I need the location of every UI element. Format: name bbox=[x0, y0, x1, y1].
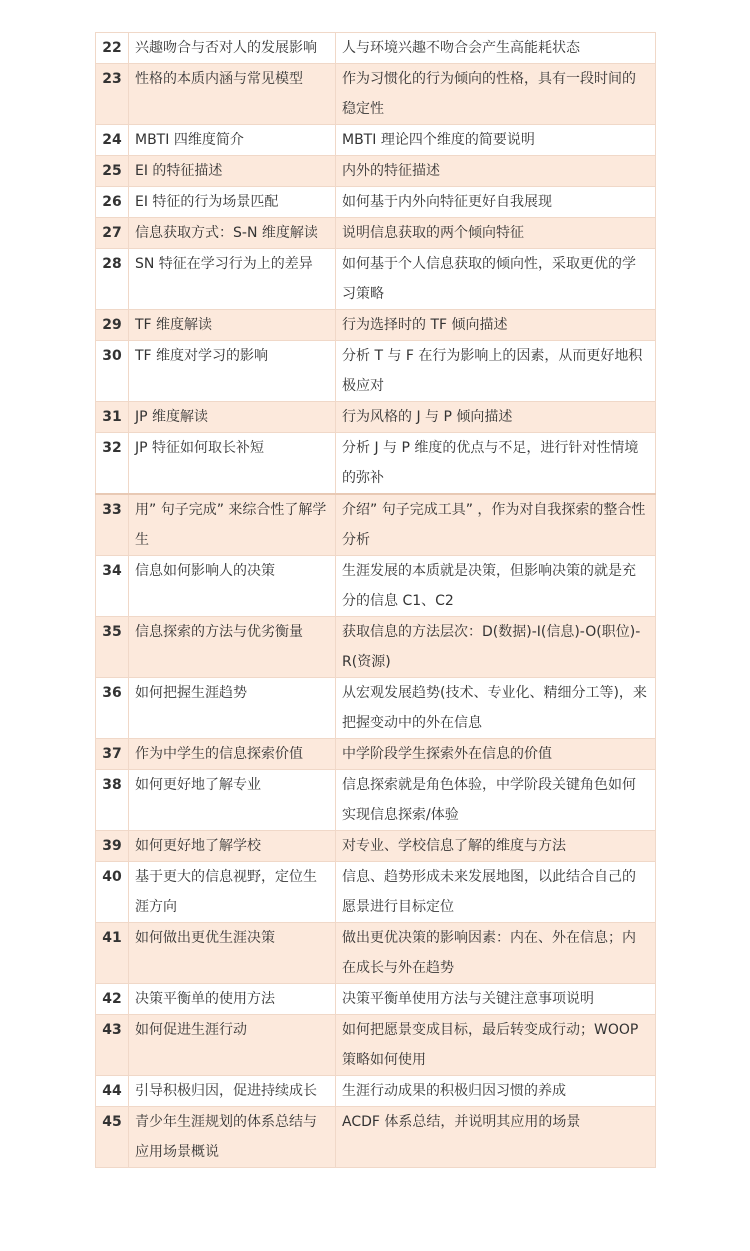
table-row bbox=[96, 862, 656, 923]
row-topic: 性格的本质内涵与常见模型 bbox=[129, 64, 336, 125]
table-row bbox=[96, 831, 656, 862]
row-topic: EI 特征的行为场景匹配 bbox=[129, 187, 336, 218]
row-topic: SN 特征在学习行为上的差异 bbox=[129, 249, 336, 310]
row-description: 内外的特征描述 bbox=[336, 156, 656, 187]
table-row bbox=[96, 1076, 656, 1107]
row-description: 信息、趋势形成未来发展地图，以此结合自己的愿景进行目标定位 bbox=[336, 862, 656, 923]
row-description: 行为选择时的 TF 倾向描述 bbox=[336, 310, 656, 341]
table-row bbox=[96, 1107, 656, 1168]
row-number: 28 bbox=[96, 249, 129, 310]
table-row bbox=[96, 739, 656, 770]
table-row bbox=[96, 770, 656, 831]
row-number: 30 bbox=[96, 341, 129, 402]
row-topic: TF 维度对学习的影响 bbox=[129, 341, 336, 402]
row-description: 如何把愿景变成目标，最后转变成行动；WOOP 策略如何使用 bbox=[336, 1015, 656, 1076]
row-number: 40 bbox=[96, 862, 129, 923]
row-number: 25 bbox=[96, 156, 129, 187]
table-row bbox=[96, 433, 656, 495]
row-topic: 引导积极归因，促进持续成长 bbox=[129, 1076, 336, 1107]
course-table bbox=[95, 32, 656, 1168]
row-number: 22 bbox=[96, 33, 129, 64]
row-topic: 决策平衡单的使用方法 bbox=[129, 984, 336, 1015]
table-row bbox=[96, 125, 656, 156]
row-topic: 青少年生涯规划的体系总结与应用场景概说 bbox=[129, 1107, 336, 1168]
table-row bbox=[96, 249, 656, 310]
table-row bbox=[96, 33, 656, 64]
row-topic: 信息获取方式：S-N 维度解读 bbox=[129, 218, 336, 249]
row-number: 31 bbox=[96, 402, 129, 433]
row-description: 说明信息获取的两个倾向特征 bbox=[336, 218, 656, 249]
row-description: ACDF 体系总结，并说明其应用的场景 bbox=[336, 1107, 656, 1168]
row-topic: 如何更好地了解专业 bbox=[129, 770, 336, 831]
row-description: 人与环境兴趣不吻合会产生高能耗状态 bbox=[336, 33, 656, 64]
row-description: 分析 T 与 F 在行为影响上的因素，从而更好地积极应对 bbox=[336, 341, 656, 402]
row-number: 32 bbox=[96, 433, 129, 495]
row-number: 23 bbox=[96, 64, 129, 125]
row-topic: JP 特征如何取长补短 bbox=[129, 433, 336, 495]
row-number: 35 bbox=[96, 617, 129, 678]
row-number: 42 bbox=[96, 984, 129, 1015]
row-description: 获取信息的方法层次：D(数据)-I(信息)-O(职位)-R(资源) bbox=[336, 617, 656, 678]
table-row bbox=[96, 1015, 656, 1076]
row-topic: 如何把握生涯趋势 bbox=[129, 678, 336, 739]
row-number: 45 bbox=[96, 1107, 129, 1168]
table-row bbox=[96, 187, 656, 218]
table-row bbox=[96, 678, 656, 739]
row-topic: TF 维度解读 bbox=[129, 310, 336, 341]
row-topic: 作为中学生的信息探索价值 bbox=[129, 739, 336, 770]
row-number: 26 bbox=[96, 187, 129, 218]
row-description: 行为风格的 J 与 P 倾向描述 bbox=[336, 402, 656, 433]
row-number: 41 bbox=[96, 923, 129, 984]
table-row bbox=[96, 156, 656, 187]
row-description: MBTI 理论四个维度的简要说明 bbox=[336, 125, 656, 156]
row-description: 信息探索就是角色体验，中学阶段关键角色如何实现信息探索/体验 bbox=[336, 770, 656, 831]
table-row bbox=[96, 494, 656, 556]
row-description: 生涯行动成果的积极归因习惯的养成 bbox=[336, 1076, 656, 1107]
table-row bbox=[96, 341, 656, 402]
row-description: 生涯发展的本质就是决策，但影响决策的就是充分的信息 C1、C2 bbox=[336, 556, 656, 617]
table-row bbox=[96, 617, 656, 678]
table-row bbox=[96, 310, 656, 341]
table-row bbox=[96, 64, 656, 125]
row-topic: 如何做出更优生涯决策 bbox=[129, 923, 336, 984]
table-row bbox=[96, 984, 656, 1015]
course-table-container bbox=[95, 32, 655, 1168]
row-number: 43 bbox=[96, 1015, 129, 1076]
row-number: 33 bbox=[96, 494, 129, 556]
row-description: 决策平衡单使用方法与关键注意事项说明 bbox=[336, 984, 656, 1015]
row-description: 分析 J 与 P 维度的优点与不足，进行针对性情境的弥补 bbox=[336, 433, 656, 495]
row-topic: 基于更大的信息视野，定位生涯方向 bbox=[129, 862, 336, 923]
row-number: 24 bbox=[96, 125, 129, 156]
row-description: 中学阶段学生探索外在信息的价值 bbox=[336, 739, 656, 770]
row-number: 36 bbox=[96, 678, 129, 739]
row-topic: 如何促进生涯行动 bbox=[129, 1015, 336, 1076]
row-topic: 信息探索的方法与优劣衡量 bbox=[129, 617, 336, 678]
row-number: 27 bbox=[96, 218, 129, 249]
table-row bbox=[96, 556, 656, 617]
row-topic: JP 维度解读 bbox=[129, 402, 336, 433]
row-topic: 信息如何影响人的决策 bbox=[129, 556, 336, 617]
table-row bbox=[96, 923, 656, 984]
row-number: 37 bbox=[96, 739, 129, 770]
table-row bbox=[96, 402, 656, 433]
row-topic: EI 的特征描述 bbox=[129, 156, 336, 187]
row-description: 介绍” 句子完成工具” ，作为对自我探索的整合性分析 bbox=[336, 494, 656, 556]
row-number: 38 bbox=[96, 770, 129, 831]
row-topic: 兴趣吻合与否对人的发展影响 bbox=[129, 33, 336, 64]
row-description: 作为习惯化的行为倾向的性格，具有一段时间的稳定性 bbox=[336, 64, 656, 125]
row-number: 39 bbox=[96, 831, 129, 862]
row-description: 如何基于内外向特征更好自我展现 bbox=[336, 187, 656, 218]
row-number: 29 bbox=[96, 310, 129, 341]
table-row bbox=[96, 218, 656, 249]
row-description: 从宏观发展趋势(技术、专业化、精细分工等)，来把握变动中的外在信息 bbox=[336, 678, 656, 739]
row-topic: 用” 句子完成” 来综合性了解学生 bbox=[129, 494, 336, 556]
row-number: 44 bbox=[96, 1076, 129, 1107]
row-number: 34 bbox=[96, 556, 129, 617]
row-description: 如何基于个人信息获取的倾向性，采取更优的学习策略 bbox=[336, 249, 656, 310]
course-table-body bbox=[96, 33, 656, 1168]
row-topic: MBTI 四维度简介 bbox=[129, 125, 336, 156]
row-topic: 如何更好地了解学校 bbox=[129, 831, 336, 862]
row-description: 做出更优决策的影响因素：内在、外在信息；内在成长与外在趋势 bbox=[336, 923, 656, 984]
row-description: 对专业、学校信息了解的维度与方法 bbox=[336, 831, 656, 862]
